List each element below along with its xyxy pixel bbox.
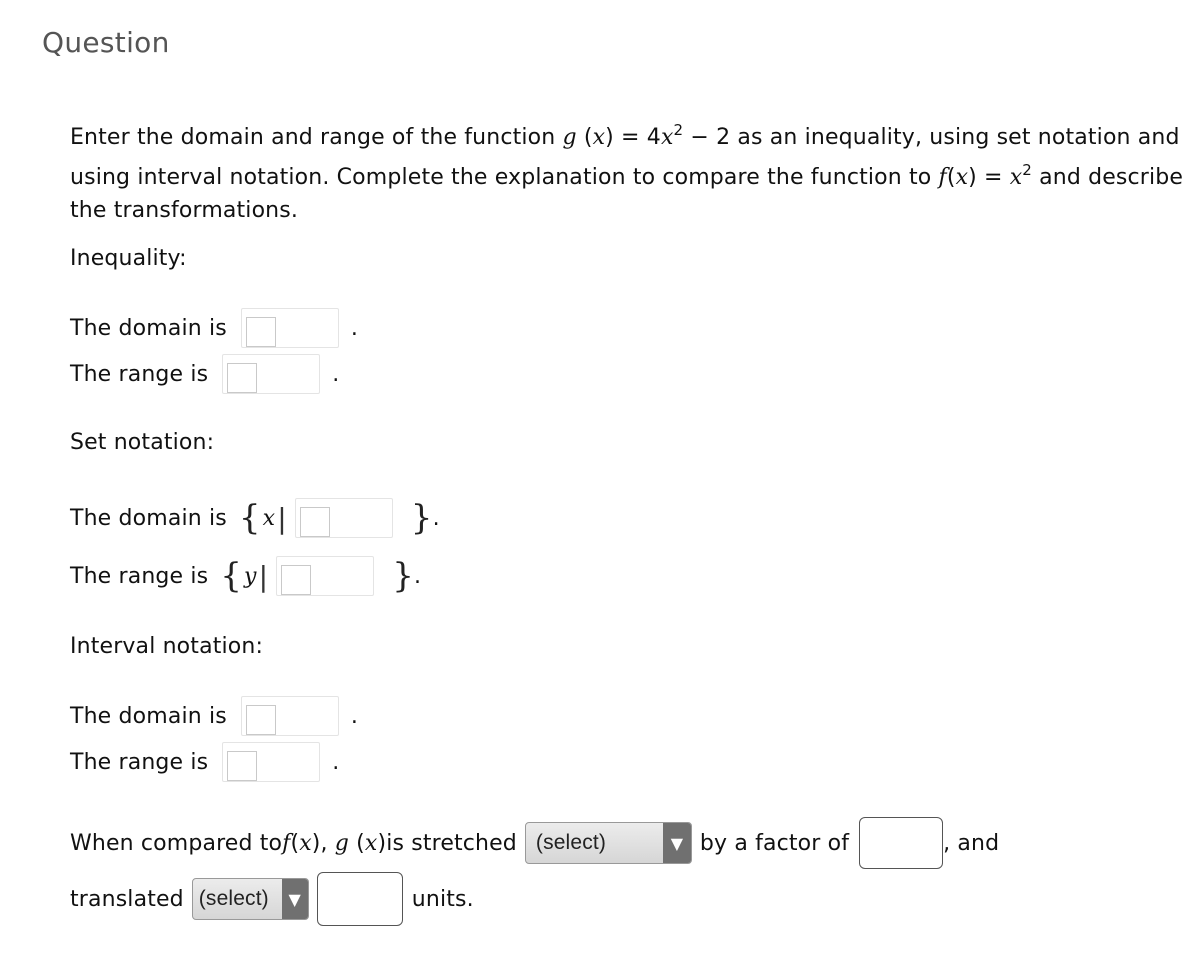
translate-row: translated (select) ▼ units. <box>70 872 474 926</box>
g-of-x: g (x) <box>334 830 387 856</box>
dropdown-arrow-icon[interactable]: ▼ <box>663 823 691 863</box>
close-brace: } <box>410 498 433 538</box>
interval-range-row: The range is . <box>70 742 339 782</box>
inequality-range-row: The range is . <box>70 354 339 394</box>
such-that-bar: | <box>258 559 269 593</box>
inequality-domain-input[interactable] <box>241 308 339 348</box>
answer-slot[interactable] <box>246 317 276 347</box>
question-header: Question <box>42 26 170 59</box>
inequality-domain-row: The domain is . <box>70 308 358 348</box>
f-function: f(x) <box>938 165 977 190</box>
range-label: The range is <box>70 749 209 775</box>
dropdown-arrow-icon[interactable]: ▼ <box>282 879 308 919</box>
translate-units-input[interactable] <box>317 872 403 926</box>
interval-domain-row: The domain is . <box>70 696 358 736</box>
stretch-factor-input[interactable] <box>859 817 943 869</box>
open-brace: { <box>238 498 261 538</box>
x-variable: x <box>262 505 276 531</box>
domain-label: The domain is <box>70 315 227 341</box>
stretch-direction-select[interactable] <box>525 822 692 864</box>
interval-domain-input[interactable] <box>241 696 339 736</box>
translate-select-value: (select) <box>198 887 269 910</box>
set-domain-row: The domain is { x | } . <box>70 498 440 538</box>
answer-slot[interactable] <box>227 363 257 393</box>
answer-slot[interactable] <box>227 751 257 781</box>
answer-slot[interactable] <box>300 507 330 537</box>
inequality-range-input[interactable] <box>222 354 320 394</box>
domain-label: The domain is <box>70 505 227 531</box>
close-brace: } <box>392 556 415 596</box>
section-set-notation: Set notation: <box>70 430 215 455</box>
answer-slot[interactable] <box>246 705 276 735</box>
question-prompt: Enter the domain and range of the function g $(x) = 4x^2 - 2$ as an inequality, using set notation and using interval notation. Complete the explanation to compare the function to $f(x) = x^2$ and describe the transformations. <box>70 121 1184 223</box>
g-function: g (x) <box>562 125 614 150</box>
range-label: The range is <box>70 563 209 589</box>
domain-label: The domain is <box>70 703 227 729</box>
y-variable: y <box>244 563 257 589</box>
compare-row: When compared to f(x) , g (x) is stretched (select) ▼ by a factor of , and <box>70 817 999 869</box>
set-range-row: The range is { y | } . <box>70 556 422 596</box>
set-range-input[interactable] <box>276 556 374 596</box>
such-that-bar: | <box>277 501 287 535</box>
interval-range-input[interactable] <box>222 742 320 782</box>
translate-direction-select[interactable] <box>192 878 309 920</box>
section-inequality: Inequality: <box>70 246 187 271</box>
open-brace: { <box>220 556 243 596</box>
set-domain-input[interactable] <box>295 498 393 538</box>
stretch-select-value: (select) <box>535 831 606 854</box>
section-interval-notation: Interval notation: <box>70 634 264 659</box>
range-label: The range is <box>70 361 209 387</box>
answer-slot[interactable] <box>281 565 311 595</box>
f-of-x: f(x) <box>282 830 321 856</box>
